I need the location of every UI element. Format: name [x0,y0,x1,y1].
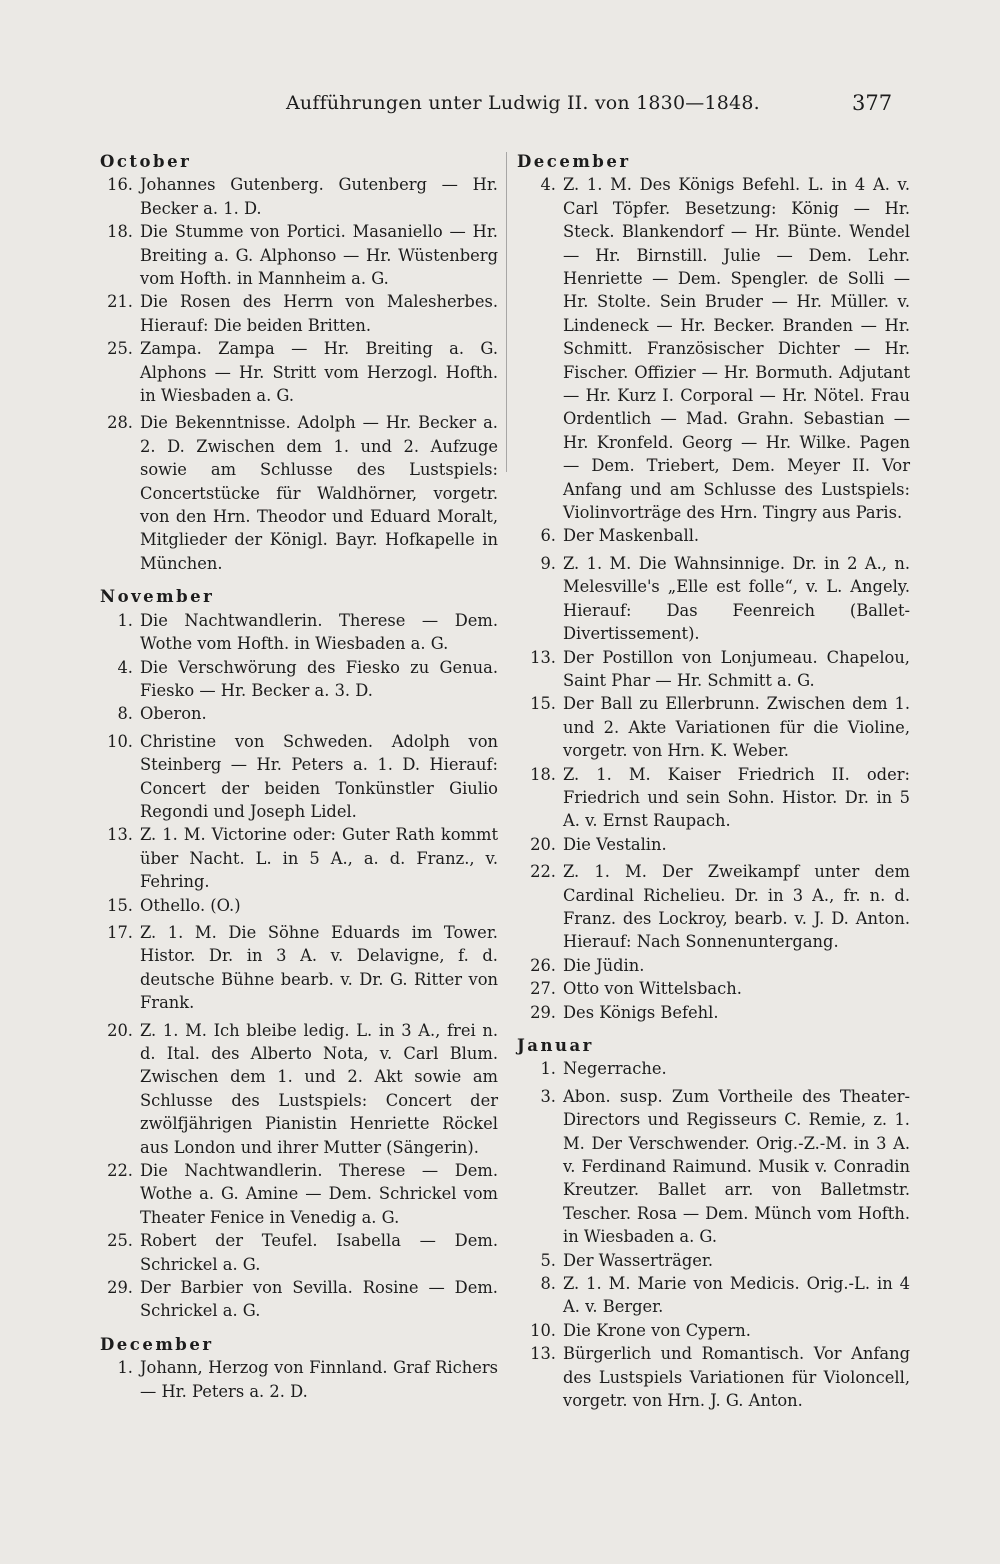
entry-day [98,702,140,725]
entry-day-number: 4. [117,657,133,677]
page-number: 377 [852,91,893,115]
performance-entry [98,220,498,290]
entry-day-number: 16. [107,175,133,195]
performance-entry [98,290,498,337]
entry-day-number: 13. [530,647,556,667]
performance-entry [515,763,910,833]
entry-day [515,763,563,786]
entry-day [515,1272,563,1295]
entry-day [515,1057,563,1080]
performance-entry [98,730,498,824]
performance-entry [98,823,498,893]
entry-day [98,1276,140,1299]
entry-text: Z. 1. M. Die Wahnsinnige. Dr. in 2 A., n. Melesville's „Elle est folle“, v. L. Angely. Hierauf: Das Feenreich (Ballet-Divertissement). [563,553,910,644]
entry-day-number: 4. [540,175,556,195]
entry-text: Z. 1. M. Ich bleibe ledig. L. in 3 A., frei n. d. Ital. des Alberto Nota, v. Carl Blum. Zwischen dem 1. und 2. Akt sowie am Schlusse des Lustspiels: Concert der zwölfjährigen Pianistin Henriette Röckel aus London und ihrer Mutter (Sängerin). [140,1020,498,1157]
entry-day-number: 29. [530,1002,556,1022]
entry-day [98,823,140,846]
entry-day [98,290,140,313]
entry-day [98,1159,140,1182]
entry-day [515,524,563,547]
entry-day [515,1085,563,1108]
entry-day-number: 25. [107,1231,133,1251]
right-column [515,150,910,1413]
entry-day-number: 1. [117,610,133,630]
entry-day [98,411,140,434]
entry-day-number: 22. [530,862,556,882]
entry-day [515,1319,563,1342]
entry-day [98,921,140,944]
entry-day [515,1001,563,1024]
entry-day [98,609,140,632]
entry-text: Die Rosen des Herrn von Malesherbes. Hierauf: Die beiden Britten. [140,292,498,335]
month-heading: November [100,587,215,607]
entry-day-number: 3. [540,1086,556,1106]
entry-day-number: 20. [107,1020,133,1040]
entry-day-number: 17. [107,922,133,942]
entry-day [515,646,563,669]
entry-day-number: 18. [530,764,556,784]
entry-text: Othello. (O.) [140,895,241,915]
entry-text: Otto von Wittelsbach. [563,979,742,999]
entry-text: Johann, Herzog von Finnland. Graf Richers — Hr. Peters a. 2. D. [140,1358,498,1401]
entry-text: Die Stumme von Portici. Masaniello — Hr. Breiting a. G. Alphonso — Hr. Wüstenberg vom Hofth. in Mannheim a. G. [140,222,498,289]
entry-day [98,894,140,917]
entry-text: Die Krone von Cypern. [563,1320,751,1340]
entry-day-number: 28. [107,413,133,433]
performance-entry [515,977,910,1000]
entry-day [98,1019,140,1042]
performance-entry [98,411,498,575]
entry-day-number: 8. [117,704,133,724]
month-heading: December [517,152,631,171]
performance-entry [98,1356,498,1403]
performance-entry [98,337,498,407]
column-divider [506,152,507,472]
entry-day-number: 8. [540,1274,556,1294]
entry-day-number: 15. [530,694,556,714]
entry-day-number: 21. [107,292,133,312]
performance-entry [515,860,910,954]
performance-entry [515,954,910,977]
entry-day-number: 6. [540,526,556,546]
entry-text: Bürgerlich und Romantisch. Vor Anfang des Lustspiels Variationen für Violoncell, vorgetr. von Hrn. J. G. Anton. [563,1344,910,1411]
entry-day [98,730,140,753]
entry-text: Der Wasserträger. [563,1250,714,1270]
entry-day-number: 10. [107,731,133,751]
entry-text: Z. 1. M. Marie von Medicis. Orig.-L. in 4 A. v. Berger. [563,1274,910,1317]
running-title: Aufführungen unter Ludwig II. von 1830—1848. [286,92,760,114]
entry-day [515,954,563,977]
entry-day-number: 29. [107,1278,133,1298]
entry-day [515,552,563,575]
entry-day [98,1229,140,1252]
performance-entry [98,656,498,703]
performance-entry [98,1229,498,1276]
left-column [98,150,498,1403]
entry-day-number: 27. [530,979,556,999]
entry-day [515,833,563,856]
entry-day-number: 10. [530,1320,556,1340]
entry-text: Johannes Gutenberg. Gutenberg — Hr. Becker a. 1. D. [140,175,498,218]
entry-day [98,1356,140,1379]
entry-text: Robert der Teufel. Isabella — Dem. Schrickel a. G. [140,1231,498,1274]
performance-entry [515,1249,910,1272]
performance-entry [515,1319,910,1342]
entry-text: Zampa. Zampa — Hr. Breiting a. G. Alphons — Hr. Stritt vom Herzogl. Hofth. in Wiesbaden a. G. [140,339,498,406]
entry-text: Der Postillon von Lonjumeau. Chapelou, Saint Phar — Hr. Schmitt a. G. [563,647,910,690]
month-heading: October [100,152,192,171]
performance-entry [515,833,910,856]
performance-entry [515,552,910,646]
entry-day [515,692,563,715]
performance-entry [98,1159,498,1229]
entry-day [98,656,140,679]
entry-day-number: 20. [530,834,556,854]
performance-entry [515,173,910,524]
entry-text: Z. 1. M. Des Königs Befehl. L. in 4 A. v. Carl Töpfer. Besetzung: König — Hr. Steck. Blankendorf — Hr. Bünte. Wendel — Hr. Birnstill. Julie — Dem. Lehr. Henriette — Dem. Spengler. de Solli — Hr. Stolte. Sein Bruder — Hr. Müller. v. Lindeneck — Hr. Becker. Branden — Hr. Schmitt. Französischer Dichter — Hr. Fischer. Offizier — Hr. Bormuth. Adjutant — Hr. Kurz I. Corporal — Hr. Nötel. Frau Ordentlich — Mad. Grahn. Sebastian — Hr. Kronfeld. Georg — Hr. Wilke. Pagen — Dem. Triebert, Dem. Meyer II. Vor Anfang und am Schlusse des Lustspiels: Violinvorträge des Hrn. Tingry aus Paris. [563,175,910,523]
entry-day-number: 1. [117,1358,133,1378]
performance-entry [515,1085,910,1249]
entry-day-number: 9. [540,553,556,573]
entry-text: Christine von Schweden. Adolph von Steinberg — Hr. Peters a. 1. D. Hierauf: Concert der beiden Tonkünstler Giulio Regondi und Joseph Lidel. [140,731,498,821]
entry-day [515,860,563,883]
performance-entry [515,1057,910,1080]
entry-day-number: 26. [530,955,556,975]
entry-text: Oberon. [140,704,207,724]
performance-entry [515,1001,910,1024]
entry-day-number: 25. [107,339,133,359]
performance-entry [515,692,910,762]
entry-text: Die Nachtwandlerin. Therese — Dem. Wothe vom Hofth. in Wiesbaden a. G. [140,610,498,654]
entry-day [515,1249,563,1272]
entry-text: Des Königs Befehl. [563,1002,719,1022]
performance-entry [98,921,498,1015]
entry-day-number: 22. [107,1161,133,1181]
month-heading: December [100,1334,214,1354]
entry-text: Die Verschwörung des Fiesko zu Genua. Fiesko — Hr. Becker a. 3. D. [140,657,498,700]
entry-day [98,173,140,196]
entry-text: Z. 1. M. Kaiser Friedrich II. oder: Friedrich und sein Sohn. Histor. Dr. in 5 A. v. Ernst Raupach. [563,764,910,831]
entry-text: Der Maskenball. [563,526,700,546]
entry-day-number: 13. [530,1344,556,1364]
entry-day [98,220,140,243]
entry-day-number: 5. [540,1250,556,1270]
entry-text: Der Barbier von Sevilla. Rosine — Dem. Schrickel a. G. [140,1278,498,1321]
entry-text: Abon. susp. Zum Vortheile des Theater-Directors und Regisseurs C. Remie, z. 1. M. Der Verschwender. Orig.-Z.-M. in 3 A. v. Ferdinand Raimund. Musik v. Conradin Kreutzer. Ballet arr. von Balletmstr. Tescher. Rosa — Dem. Münch vom Hofth. in Wiesbaden a. G. [563,1086,910,1247]
performance-entry [98,1276,498,1323]
performance-entry [98,609,498,656]
entry-text: Der Ball zu Ellerbrunn. Zwischen dem 1. und 2. Akte Variationen für die Violine, vorgetr. von Hrn. K. Weber. [563,694,910,761]
entry-day-number: 18. [107,222,133,242]
entry-text: Die Bekenntnisse. Adolph — Hr. Becker a. 2. D. Zwischen dem 1. und 2. Aufzuge sowie am Schlusse des Lustspiels: Concertstücke für Waldhörner, vorgetr. von den Hrn. Theodor und Eduard Moralt, Mitglieder der Königl. Bayr. Hofkapelle in München. [140,413,498,573]
entry-day [515,173,563,196]
performance-entry [98,702,498,725]
page-header [0,92,1000,122]
entry-text: Z. 1. M. Victorine oder: Guter Rath kommt über Nacht. L. in 5 A., a. d. Franz., v. Fehring. [140,825,498,892]
performance-entry [98,173,498,220]
performance-entry [515,524,910,547]
entry-text: Die Vestalin. [563,834,667,854]
entry-day-number: 15. [107,895,133,915]
entry-day [98,337,140,360]
entry-text: Z. 1. M. Der Zweikampf unter dem Cardinal Richelieu. Dr. in 3 A., fr. n. d. Franz. des Lockroy, bearb. v. J. D. Anton. Hierauf: Nach Sonnenuntergang. [563,862,910,952]
performance-entry [515,646,910,693]
entry-day [515,977,563,1000]
performance-entry [515,1342,910,1412]
entry-day-number: 1. [540,1059,556,1079]
entry-text: Die Jüdin. [563,955,645,975]
performance-entry [98,894,498,917]
performance-entry [515,1272,910,1319]
entry-text: Z. 1. M. Die Söhne Eduards im Tower. Histor. Dr. in 3 A. v. Delavigne, f. d. deutsche Bühne bearb. v. Dr. G. Ritter von Frank. [140,922,498,1013]
entry-text: Negerrache. [563,1059,667,1079]
performance-entry [98,1019,498,1159]
month-heading: Januar [517,1036,594,1056]
entry-day [515,1342,563,1365]
entry-day-number: 13. [107,825,133,845]
entry-text: Die Nachtwandlerin. Therese — Dem. Wothe a. G. Amine — Dem. Schrickel vom Theater Fenice in Venedig a. G. [140,1161,498,1227]
